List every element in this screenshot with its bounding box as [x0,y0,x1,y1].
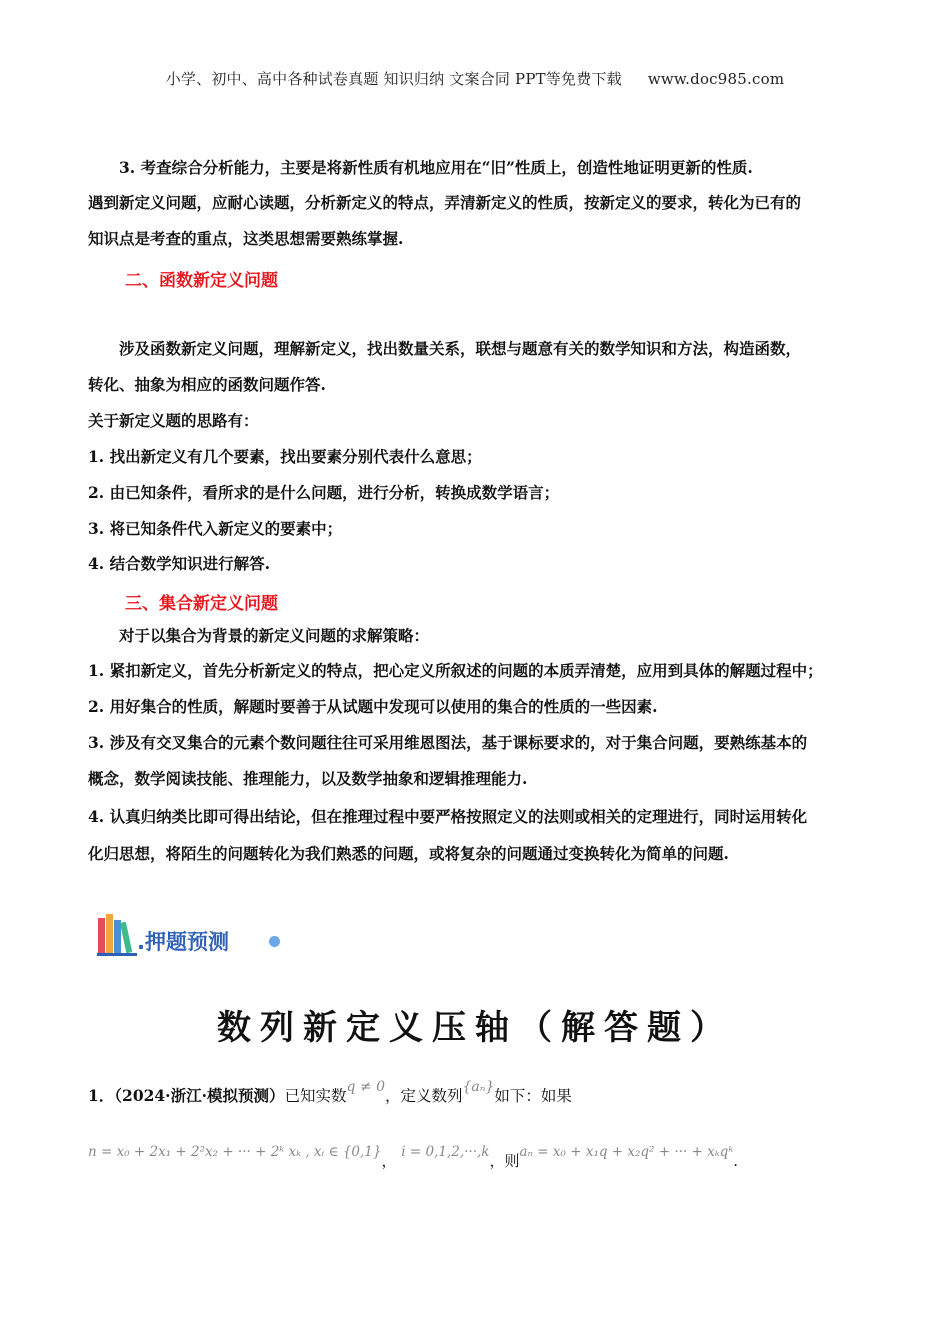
section3-line1: 对于以集合为背景的新定义问题的求解策略： [119,626,430,645]
question-source: （2024·浙江·模拟预测） [114,1086,285,1105]
books-icon [97,912,139,956]
para1-line1: 3. 考查综合分析能力，主要是将新性质有机地应用在“旧”性质上，创造性地证明更新的性质. [119,158,753,177]
header-site[interactable]: www.doc985.com [647,70,785,88]
section3-item3b: 概念，数学阅读技能、推理能力，以及数学抽象和逻辑推理能力. [88,769,528,788]
math-sequence-an: {aₙ} [462,1079,495,1095]
section2-item2: 2. 由已知条件，看所求的是什么问题，进行分析，转换成数学语言； [88,483,560,502]
prediction-banner [97,912,297,956]
section2-item1: 1. 找出新定义有几个要素，找出要素分别代表什么意思； [88,447,482,466]
question-1 [88,1079,572,1106]
section2-line1: 涉及函数新定义问题，理解新定义，找出数量关系，联想与题意有关的数学知识和方法，构造函数， [119,339,802,358]
formula-index-range: i = 0,1,2,···,k [401,1144,490,1160]
formula-n-binary: n = x₀ + 2x₁ + 2²x₂ + ··· + 2ᵏ xₖ , xᵢ ∈ {0,1} [88,1144,382,1160]
formula-period: . [733,1152,739,1170]
banner-dot [269,936,280,947]
para1-line3: 知识点是考查的重点，这类思想需要熟练掌握. [88,229,404,248]
formula-sep-1: ， [381,1152,397,1170]
question-text-3: 如下：如果 [494,1087,572,1105]
section2-item3: 3. 将已知条件代入新定义的要素中； [88,519,343,538]
math-q-ne-0: q ≠ 0 [346,1079,385,1095]
section3-item1: 1. 紧扣新定义，首先分析新定义的特点，把心定义所叙述的问题的本质弄清楚，应用到具体的解题过程中； [88,661,823,680]
section2-line3: 关于新定义题的思路有： [88,411,259,430]
section3-item3a: 3. 涉及有交叉集合的元素个数问题往往可采用维恩图法，基于课标要求的，对于集合问题，要熟练基本的 [88,733,808,752]
section2-item4: 4. 结合数学知识进行解答. [88,554,270,573]
section-title-set: 三、集合新定义问题 [125,594,278,614]
section2-line2: 转化、抽象为相应的函数问题作答. [88,375,326,394]
header-text: 小学、初中、高中各种试卷真题 知识归纳 文案合同 PPT等免费下载 [165,70,622,88]
question-number: 1． [88,1086,115,1105]
question-text-2: ，定义数列 [385,1087,463,1105]
main-title: 数列新定义压轴（解答题） [217,1008,733,1048]
page-header [0,68,950,89]
formula-an-definition: aₙ = x₀ + x₁q + x₂q² + ··· + xₖqᵏ [519,1144,734,1160]
section-title-function: 二、函数新定义问题 [125,271,278,291]
question-text-1: 已知实数 [284,1087,347,1105]
section3-item4a: 4. 认真归纳类比即可得出结论，但在推理过程中要严格按照定义的法则或相关的定理进行，同时运用转化 [88,807,808,826]
para1-line2: 遇到新定义问题，应耐心读题，分析新定义的特点，弄清新定义的性质，按新定义的要求，转化为已有的 [88,193,802,212]
question-1-formula-line [88,1144,739,1171]
banner-title: .押题预测 [137,930,229,954]
section3-item2: 2. 用好集合的性质，解题时要善于从试题中发现可以使用的集合的性质的一些因素. [88,697,658,716]
section3-item4b: 化归思想，将陌生的问题转化为我们熟悉的问题，或将复杂的问题通过变换转化为简单的问题. [88,844,729,863]
formula-then: ，则 [489,1152,520,1170]
